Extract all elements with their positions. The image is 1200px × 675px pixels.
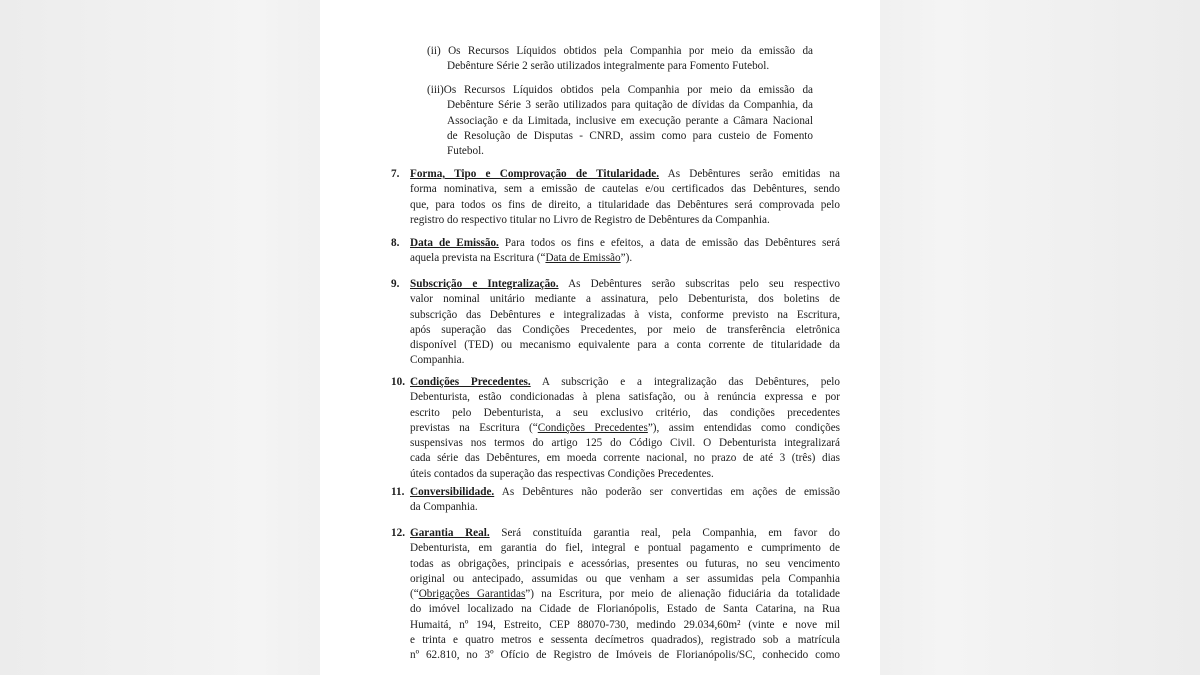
subitem-label: (ii) bbox=[427, 45, 441, 57]
subitem-iii: (iii)Os Recursos Líquidos obtidos pela Companhia por meio da emissão da Debênture Série 3 serão utilizados para quitação de dívidas da Companhia, da Associação e da Limitada, inclusive em execução perante a Câmara Nacional de Resolução de Disputas - CNRD, assim como para custeio de Fomento Futebol. bbox=[427, 84, 813, 158]
defined-term: Data de Emissão bbox=[545, 252, 621, 265]
clause-7: Forma, Tipo e Comprovação de Titularidade. As Debêntures serão emitidas na forma nominativa, sem a emissão de cautelas e/ou certificados das Debêntures, sendo que, para todos os fins de direito, a titularidade das Debêntures será comprovada pelo registro do respectivo titular no Livro de Registro de Debêntures da Companhia. bbox=[410, 168, 840, 226]
clause-8: Data de Emissão. Para todos os fins e efeitos, a data de emissão das Debêntures será aquela prevista na Escritura (“Data de Emissão”). bbox=[410, 237, 840, 265]
clause-heading: Data de Emissão. bbox=[410, 237, 499, 249]
defined-term: Condições Precedentes bbox=[537, 421, 648, 434]
right-margin-background bbox=[880, 0, 1200, 675]
clause-heading: Garantia Real. bbox=[410, 527, 490, 539]
left-margin-background bbox=[0, 0, 320, 675]
clause-heading: Forma, Tipo e Comprovação de Titularidade. bbox=[410, 168, 659, 180]
clause-8-number: 8. bbox=[391, 237, 400, 249]
subitem-label: (iii) bbox=[427, 84, 444, 96]
clause-heading: Conversibilidade. bbox=[410, 486, 495, 498]
clause-9-number: 9. bbox=[391, 278, 400, 290]
defined-term: Obrigações Garantidas bbox=[418, 588, 526, 601]
clause-12-number: 12. bbox=[391, 527, 405, 539]
document-page bbox=[320, 0, 880, 675]
clause-heading: Condições Precedentes. bbox=[410, 376, 531, 388]
subitem-ii: (ii) Os Recursos Líquidos obtidos pela Companhia por meio da emissão da Debênture Série 2 serão utilizados integralmente para Fomento Futebol. bbox=[427, 45, 814, 73]
clause-7-number: 7. bbox=[391, 168, 400, 180]
clause-11: Conversibilidade. As Debêntures não poderão ser convertidas em ações de emissão da Companhia. bbox=[410, 486, 840, 514]
clause-10-number: 10. bbox=[391, 376, 405, 388]
clause-9: Subscrição e Integralização. As Debêntures serão subscritas pelo seu respectivo valor nominal unitário mediante a assinatura, pelo Debenturista, dos boletins de subscrição das Debêntures e integralizadas à vista, conforme previsto na Escritura, após superação das Condições Precedentes, por meio de transferência eletrônica disponível (TED) ou mecanismo equivalente para a conta corrente de titularidade da Companhia. bbox=[410, 278, 840, 367]
clause-12: Garantia Real. Será constituída garantia real, pela Companhia, em favor do Debenturista, em garantia do fiel, integral e pontual pagamento e cumprimento de todas as obrigações, principais e acessórias, presentes ou futuras, no seu vencimento original ou antecipado, assumidas ou que venham a ser assumidas pela Companhia (“Obrigações Garantidas”) na Escritura, por meio de alienação fiduciária da totalidade do imóvel localizado na Cidade de Florianópolis, Estado de Santa Catarina, na Rua Humaitá, nº 194, Estreito, CEP 88070-730, medindo 29.034,60m² (vinte e nove mil e trinta e quatro metros e sessenta decímetros quadrados), registrado sob a matrícula nº 62.810, no 3º Ofício de Registro de Imóveis de Florianópolis/SC, conhecido como bbox=[410, 527, 841, 662]
clause-heading: Subscrição e Integralização. bbox=[410, 278, 559, 290]
clause-10: Condições Precedentes. A subscrição e a integralização das Debêntures, pelo Debenturista, estão condicionadas à plena satisfação, ou à renúncia expressa e por escrito pelo Debenturista, a seu exclusivo critério, das condições precedentes previstas na Escritura (“Condições Precedentes”), assim entendidas como condições suspensivas nos termos do artigo 125 do Código Civil. O Debenturista integralizará cada série das Debêntures, em moeda corrente nacional, no prazo de até 3 (três) dias úteis contados da superação das respectivas Condições Precedentes. bbox=[410, 376, 841, 480]
clause-11-number: 11. bbox=[391, 486, 405, 498]
